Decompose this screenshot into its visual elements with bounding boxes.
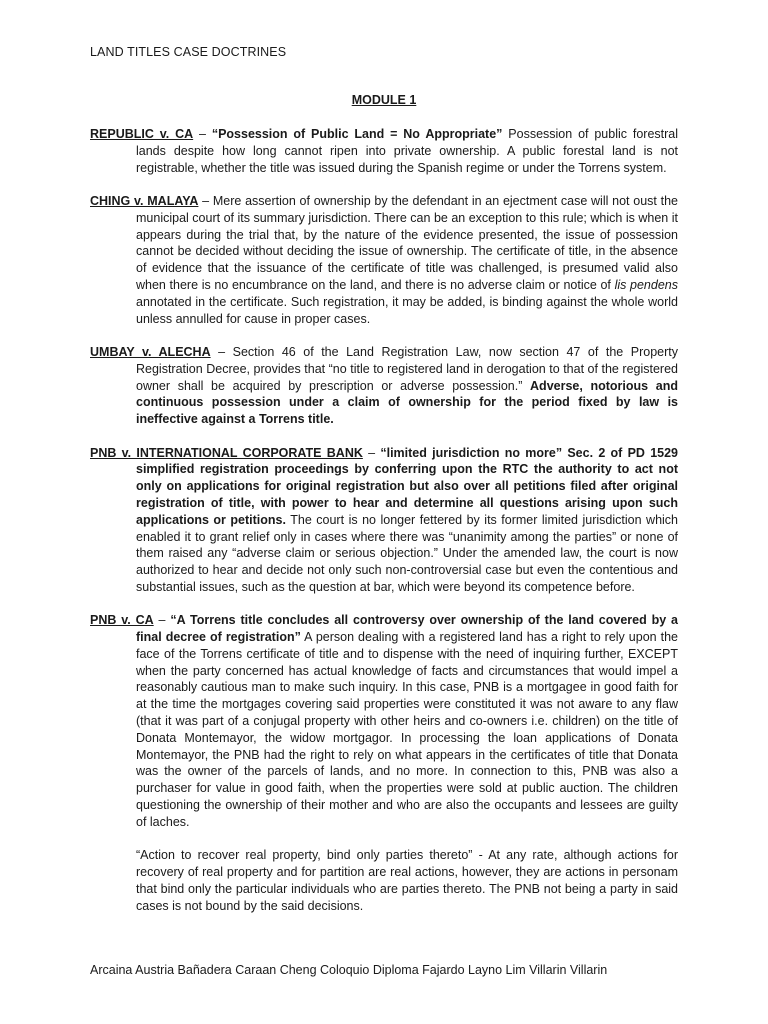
case-italic-term: lis pendens (614, 277, 678, 292)
module-title: MODULE 1 (351, 93, 417, 107)
case-name: UMBAY v. ALECHA (90, 344, 211, 359)
case-text: The court is no longer fettered by its former limited jurisdiction which enabled it to grant relief only in cases where there was “unanimity among the parties” or none of them raised any “adverse claim or serious objection.” Under the amended law, the court is now authorized to hear and decide not only such non-controversial case but even the contentious and substantial issues, such as the question at bar, which were beyond its competence before. (136, 512, 679, 594)
case-doctrine-heading: “limited jurisdiction no more” Sec. 2 of PD 1529 simplified registration proceedings by conferring upon the RTC the authority to act not only on applications for original registration but also over all petitions filed after original registration of title, with power to hear and determine all questions arising upon such applications or petitions. (136, 445, 678, 527)
case-name: PNB v. INTERNATIONAL CORPORATE BANK (90, 445, 363, 460)
case-doctrine-bold: Adverse, notorious and continuous possession under a claim of ownership for the period fixed by law is ineffective against a Torrens title. (136, 378, 678, 427)
document-body (90, 126, 678, 914)
document-header: LAND TITLES CASE DOCTRINES (90, 45, 287, 59)
case-name: CHING v. MALAYA (90, 193, 199, 208)
case-umbay-v-alecha: UMBAY v. ALECHA – Section 46 of the Land Registration Law, now section 47 of the Property Registration Decree, provides that “no title to registered land in derogation to that of the registered owner shall be acquired by prescription or adverse possession.” Adverse, notorious and continuous possession under a claim of ownership for the period fixed by law is ineffective against a Torrens title. (90, 344, 678, 427)
document-footer: Arcaina Austria Bañadera Caraan Cheng Coloquio Diploma Fajardo Layno Lim Villarin Villarin (90, 963, 608, 977)
case-ching-v-malaya: CHING v. MALAYA – Mere assertion of ownership by the defendant in an ejectment case will not oust the municipal court of its summary jurisdiction. There can be an exception to this rule; which is when it appears during the trial that, by the nature of the evidence presented, the issue of possession cannot be decided without deciding the issue of ownership. The certificate of title, in the absence of evidence that the issuance of the certificate of title was challenged, is presumed valid also when there is no encumbrance on the land, and there is no adverse claim or notice of lis pendens annotated in the certificate. Such registration, it may be added, is binding against the whole world unless annulled for cause in proper cases. (90, 193, 678, 326)
case-text: Mere assertion of ownership by the defendant in an ejectment case will not oust the municipal court of its summary jurisdiction. There can be an exception to this rule; which is when it appears during the trial that, by the nature of the evidence presented, the issue of possession cannot be decided without deciding the issue of ownership. The certificate of title, in the absence of evidence that the issuance of the certificate of title was challenged, is presumed valid also when there is no encumbrance on the land, and there is no adverse claim or notice of (136, 193, 678, 292)
case-name: PNB v. CA (90, 613, 154, 628)
case-text: A person dealing with a registered land has a right to rely upon the face of the Torrens certificate of title and to dispense with the need of inquiring further, EXCEPT when the party concerned has actual knowledge of facts and circumstances that would impel a reasonably cautious man to make such inquiry. In this case, PNB is a mortgagee in good faith for at the time the mortgages covering said properties were constituted it was not aware to any flaw (that it was part of a conjugal property with other heirs and co-owners i.e. children) on the title of Donata Montemayor, the widow mortgagor. In processing the loan applications of Donata Montemayor, the PNB had the right to rely on what appears in the certificates of title that Donata was the owner of the parcels of lands, and no more. In connection to this, PNB was also a purchaser for value in good faith, when the properties were sold at public auction. The children questioning the ownership of their mother and who are also the occupants and lessees are guilty of laches. (136, 630, 679, 829)
case-republic-v-ca: REPUBLIC v. CA – “Possession of Public Land = No Appropriate” Possession of public forestral lands despite how long cannot ripen into private ownership. A public forestal land is not registrable, whether the title was issued during the Spanish regime or under the Torrens system. (90, 127, 679, 175)
case-pnb-v-international-corporate-bank: PNB v. INTERNATIONAL CORPORATE BANK – “limited jurisdiction no more” Sec. 2 of PD 1529 simplified registration proceedings by conferring upon the RTC the authority to act not only on applications for original registration but also over all petitions filed after original registration of title, with power to hear and determine all questions arising upon such applications or petitions. The court is no longer fettered by its former limited jurisdiction which enabled it to grant relief only in cases where there was “unanimity among the parties” or none of them raised any “adverse claim or serious objection.” Under the amended law, the court is now authorized to hear and decide not only such non-controversial case but even the contentious and substantial issues, such as the question at bar, which were beyond its competence before. (90, 445, 679, 594)
case-text: annotated in the certificate. Such registration, it may be added, is binding against the whole world unless annulled for cause in proper cases. (136, 294, 678, 326)
case-text: Section 46 of the Land Registration Law, now section 47 of the Property Registration Decree, provides that “no title to registered land in derogation to that of the registered owner shall be acquired by prescription or adverse possession.” (136, 344, 678, 393)
case-text: Possession of public forestral lands despite how long cannot ripen into private ownership. A public forestal land is not registrable, whether the title was issued during the Spanish regime or under the Torrens system. (136, 127, 679, 175)
case-doctrine-heading: “A Torrens title concludes all controversy over ownership of the land covered by a final decree of registration” (136, 613, 678, 645)
case-doctrine-heading: “Possession of Public Land = No Appropriate” (211, 127, 503, 141)
case-pnb-v-ca: PNB v. CA – “A Torrens title concludes all controversy over ownership of the land covered by a final decree of registration” A person dealing with a registered land has a right to rely upon the face of the Torrens certificate of title and to dispense with the need of inquiring further, EXCEPT when the party concerned has actual knowledge of facts and circumstances that would impel a reasonably cautious man to make such inquiry. In this case, PNB is a mortgagee in good faith for at the time the mortgages covering said properties were constituted it was not aware to any flaw (that it was part of a conjugal property with other heirs and co-owners i.e. children) on the title of Donata Montemayor, the widow mortgagor. In processing the loan applications of Donata Montemayor, the PNB had the right to rely on what appears in the certificates of title that Donata was the owner of the parcels of lands, and no more. In connection to this, PNB was also a purchaser for value in good faith, when the properties were sold at public auction. The children questioning the ownership of their mother and who are also the occupants and lessees are guilty of laches. (90, 613, 679, 829)
case-name: REPUBLIC v. CA (90, 127, 194, 141)
case-pnb-v-ca-second-paragraph: “Action to recover real property, bind only parties thereto” - At any rate, although actions for recovery of real property and for partition are real actions, however, they are actions in personam that bind only the particular individuals who are parties thereto. The PNB not being a party in said cases is not bound by the said decisions. (136, 848, 678, 913)
